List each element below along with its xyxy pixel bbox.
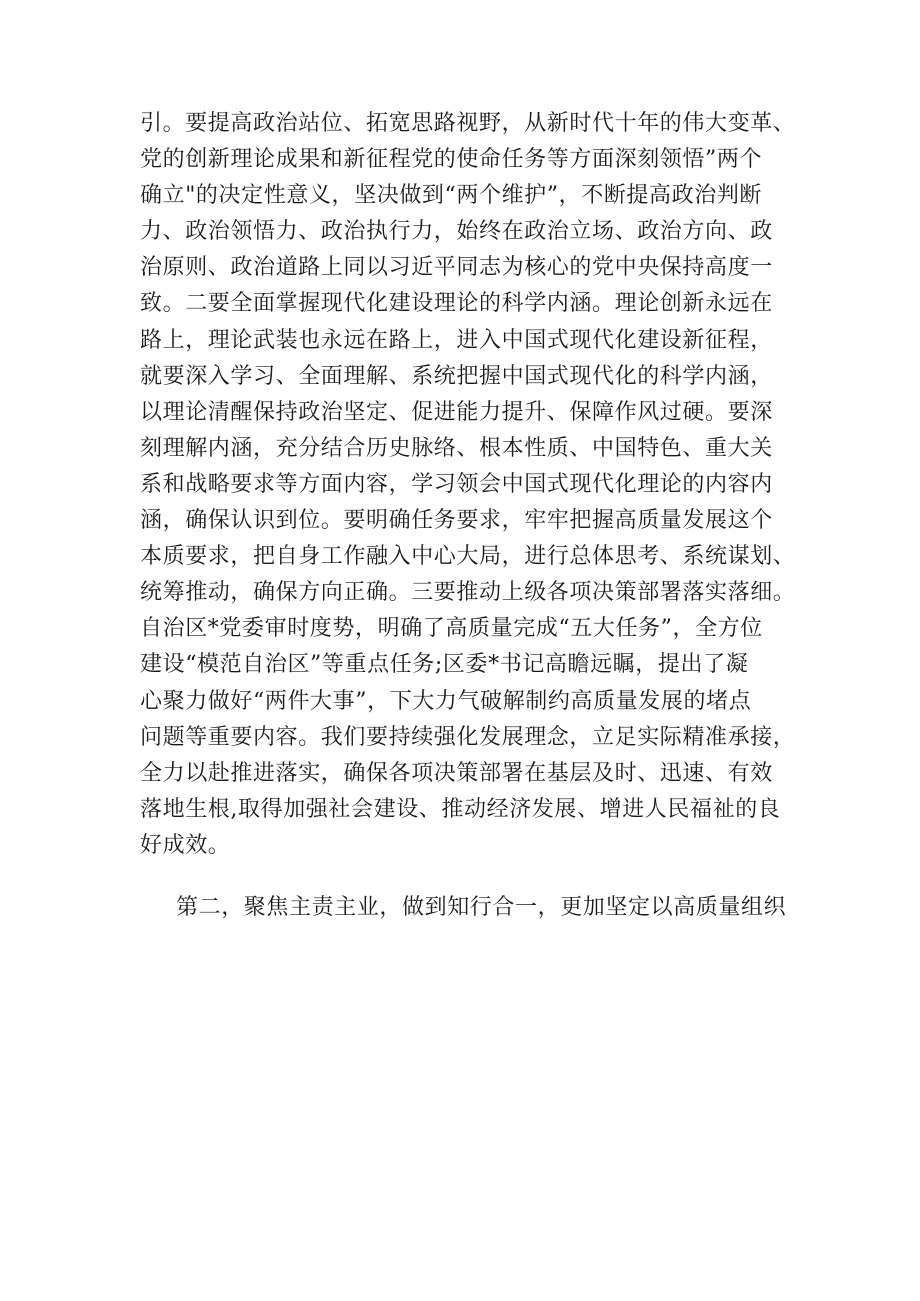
text-line: 落地生根,取得加强社会建设、推动经济发展、增进人民福祉的良 xyxy=(140,796,781,822)
text-line: 治原则、政治道路上同以习近平同志为核心的党中央保持高度一 xyxy=(140,255,773,281)
text-line: 好成效。 xyxy=(140,832,231,858)
text-line: 第二，聚焦主责主业，做到知行合一，更加坚定以高质量组织 xyxy=(176,894,787,920)
text-line: 统筹推动，确保方向正确。三要推动上级各项决策部署落实落细。 xyxy=(140,580,796,606)
text-line: 确立"的决定性意义，坚决做到“两个维护”，不断提高政治判断 xyxy=(140,183,763,209)
text-line: 党的创新理论成果和新征程党的使命任务等方面深刻领悟”两个 xyxy=(140,147,763,173)
text-line: 系和战略要求等方面内容，学习领会中国式现代化理论的内容内 xyxy=(140,471,773,497)
text-line: 引。要提高政治站位、拓宽思路视野，从新时代十年的伟大变革、 xyxy=(140,111,796,136)
paragraph-spacing xyxy=(140,864,820,890)
text-line: 就要深入学习、全面理解、系统把握中国式现代化的科学内涵， xyxy=(140,363,773,389)
paragraph-1 xyxy=(140,106,820,864)
text-line: 刻理解内涵，充分结合历史脉络、根本性质、中国特色、重大关 xyxy=(140,435,773,461)
text-line: 自治区*党委审时度势，明确了高质量完成“五大任务”，全方位 xyxy=(140,616,763,642)
text-line: 路上，理论武装也永远在路上，进入中国式现代化建设新征程， xyxy=(140,327,773,353)
text-line: 问题等重要内容。我们要持续强化发展理念，立足实际精准承接， xyxy=(140,724,796,750)
document-body xyxy=(140,106,820,926)
text-line: 以理论清醒保持政治坚定、促进能力提升、保障作风过硬。要深 xyxy=(140,399,773,425)
text-line: 力、政治领悟力、政治执行力，始终在政治立场、政治方向、政 xyxy=(140,219,773,245)
text-line: 建设“模范自治区”等重点任务;区委*书记高瞻远瞩，提出了凝 xyxy=(140,652,749,678)
text-line: 全力以赴推进落实，确保各项决策部署在基层及时、迅速、有效 xyxy=(140,760,773,786)
text-line: 涵，确保认识到位。要明确任务要求，牢牢把握高质量发展这个 xyxy=(140,508,773,534)
paragraph-2 xyxy=(140,890,820,926)
text-line: 本质要求，把自身工作融入中心大局，进行总体思考、系统谋划、 xyxy=(140,544,796,570)
text-line: 致。二要全面掌握现代化建设理论的科学内涵。理论创新永远在 xyxy=(140,291,773,317)
text-line: 心聚力做好“两件大事”，下大力气破解制约高质量发展的堵点 xyxy=(140,688,752,714)
